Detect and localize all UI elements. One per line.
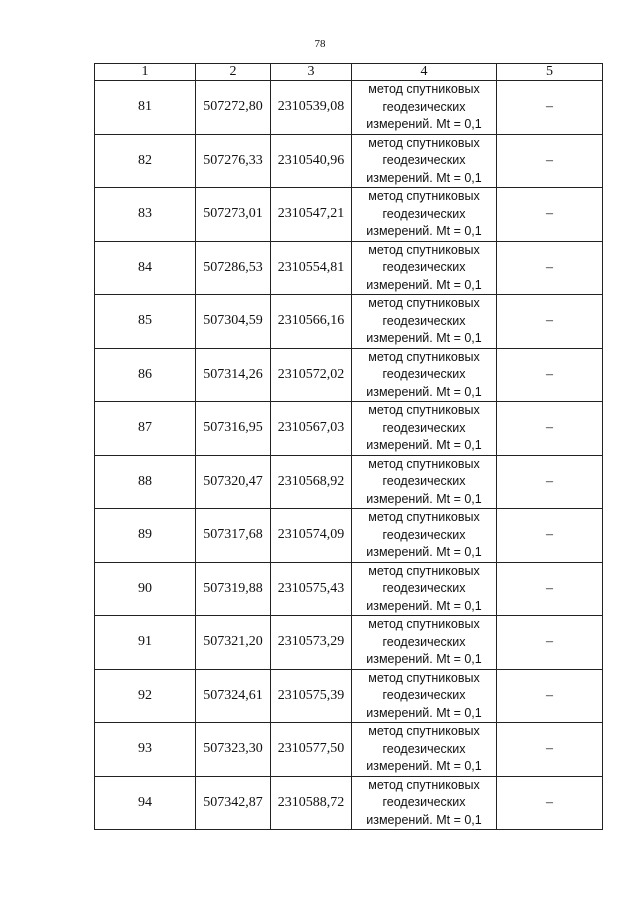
x-coordinate-cell: 507304,59	[196, 295, 271, 349]
x-coordinate-cell: 507272,80	[196, 81, 271, 135]
method-line: метод спутниковых	[368, 456, 480, 471]
table-row	[95, 509, 603, 563]
table-row	[95, 562, 603, 616]
note-cell: –	[497, 455, 603, 509]
y-coordinate-cell: 2310573,29	[271, 616, 352, 670]
x-coordinate-cell: 507324,61	[196, 669, 271, 723]
method-line: измерений. Mt = 0,1	[366, 705, 482, 720]
table-row	[95, 241, 603, 295]
header-col-3: 3	[271, 64, 352, 81]
y-coordinate-cell: 2310575,39	[271, 669, 352, 723]
y-coordinate-cell: 2310572,02	[271, 348, 352, 402]
method-line: геодезических	[382, 367, 466, 381]
method-line: метод спутниковых	[368, 82, 480, 96]
note-cell: –	[497, 402, 603, 456]
note-cell: –	[497, 134, 603, 188]
page-number: 78	[314, 38, 326, 50]
point-number-cell: 91	[95, 616, 196, 670]
y-coordinate-cell: 2310568,92	[271, 455, 352, 509]
note-cell: –	[497, 348, 603, 402]
method-line: геодезических	[382, 795, 466, 809]
x-coordinate-cell: 507276,33	[196, 134, 271, 188]
table-row	[95, 134, 603, 188]
method-line: геодезических	[382, 260, 466, 274]
method-line: метод спутниковых	[368, 617, 480, 631]
method-cell	[352, 616, 497, 670]
note-cell: –	[497, 509, 603, 563]
point-number-cell: 90	[95, 562, 196, 616]
method-cell	[352, 776, 497, 830]
method-line: измерений. Mt = 0,1	[366, 545, 482, 559]
table-row	[95, 81, 603, 135]
method-line: геодезических	[382, 153, 466, 167]
table-header	[95, 64, 603, 81]
point-number-cell: 82	[95, 134, 196, 188]
method-line: измерений. Mt = 0,1	[366, 384, 482, 399]
method-line: геодезических	[382, 206, 466, 221]
table-row	[95, 348, 603, 402]
method-line: измерений. Mt = 0,1	[366, 491, 482, 506]
y-coordinate-cell: 2310547,21	[271, 188, 352, 242]
table-row	[95, 402, 603, 456]
table-row	[95, 188, 603, 242]
method-cell	[352, 455, 497, 509]
table-row	[95, 723, 603, 777]
note-cell: –	[497, 562, 603, 616]
method-line: метод спутниковых	[368, 670, 480, 685]
method-cell	[352, 134, 497, 188]
method-line: геодезических	[382, 420, 466, 435]
note-cell: –	[497, 81, 603, 135]
x-coordinate-cell: 507342,87	[196, 776, 271, 830]
method-cell	[352, 669, 497, 723]
header-col-1: 1	[95, 64, 196, 81]
method-line: метод спутниковых	[368, 563, 480, 578]
header-col-2: 2	[196, 64, 271, 81]
note-cell: –	[497, 669, 603, 723]
note-cell: –	[497, 776, 603, 830]
table-row	[95, 295, 603, 349]
method-line: метод спутниковых	[368, 349, 480, 364]
method-line: геодезических	[382, 99, 466, 114]
table-body	[95, 81, 603, 830]
method-cell	[352, 241, 497, 295]
table-row	[95, 616, 603, 670]
method-cell	[352, 295, 497, 349]
header-col-4: 4	[352, 64, 497, 81]
point-number-cell: 94	[95, 776, 196, 830]
point-number-cell: 92	[95, 669, 196, 723]
y-coordinate-cell: 2310566,16	[271, 295, 352, 349]
point-number-cell: 81	[95, 81, 196, 135]
method-line: метод спутниковых	[368, 296, 480, 310]
point-number-cell: 86	[95, 348, 196, 402]
method-line: геодезических	[382, 474, 466, 488]
method-cell	[352, 509, 497, 563]
x-coordinate-cell: 507319,88	[196, 562, 271, 616]
method-line: метод спутниковых	[368, 510, 480, 524]
point-number-cell: 88	[95, 455, 196, 509]
method-line: измерений. Mt = 0,1	[366, 117, 482, 131]
note-cell: –	[497, 295, 603, 349]
point-number-cell: 83	[95, 188, 196, 242]
y-coordinate-cell: 2310567,03	[271, 402, 352, 456]
method-line: измерений. Mt = 0,1	[366, 438, 482, 452]
x-coordinate-cell: 507314,26	[196, 348, 271, 402]
y-coordinate-cell: 2310540,96	[271, 134, 352, 188]
method-line: метод спутниковых	[368, 777, 480, 792]
point-number-cell: 85	[95, 295, 196, 349]
table-row	[95, 455, 603, 509]
note-cell: –	[497, 723, 603, 777]
x-coordinate-cell: 507316,95	[196, 402, 271, 456]
method-line: измерений. Mt = 0,1	[366, 277, 482, 292]
x-coordinate-cell: 507321,20	[196, 616, 271, 670]
note-cell: –	[497, 616, 603, 670]
point-number-cell: 93	[95, 723, 196, 777]
method-line: метод спутниковых	[368, 242, 480, 257]
table-row	[95, 669, 603, 723]
method-line: измерений. Mt = 0,1	[366, 652, 482, 666]
header-col-5: 5	[497, 64, 603, 81]
header-row	[95, 64, 603, 81]
method-cell	[352, 188, 497, 242]
method-line: измерений. Mt = 0,1	[366, 331, 482, 345]
x-coordinate-cell: 507273,01	[196, 188, 271, 242]
method-line: метод спутниковых	[368, 135, 480, 150]
y-coordinate-cell: 2310577,50	[271, 723, 352, 777]
method-line: геодезических	[382, 741, 466, 756]
coordinates-table	[94, 63, 603, 830]
method-line: метод спутниковых	[368, 403, 480, 417]
method-line: метод спутниковых	[368, 724, 480, 738]
note-cell: –	[497, 241, 603, 295]
method-cell	[352, 402, 497, 456]
method-line: геодезических	[382, 634, 466, 649]
y-coordinate-cell: 2310588,72	[271, 776, 352, 830]
method-line: измерений. Mt = 0,1	[366, 224, 482, 238]
point-number-cell: 84	[95, 241, 196, 295]
method-cell	[352, 81, 497, 135]
x-coordinate-cell: 507323,30	[196, 723, 271, 777]
point-number-cell: 87	[95, 402, 196, 456]
method-cell	[352, 348, 497, 402]
method-line: геодезических	[382, 527, 466, 542]
x-coordinate-cell: 507317,68	[196, 509, 271, 563]
note-cell: –	[497, 188, 603, 242]
method-line: геодезических	[382, 313, 466, 328]
method-cell	[352, 562, 497, 616]
y-coordinate-cell: 2310575,43	[271, 562, 352, 616]
y-coordinate-cell: 2310554,81	[271, 241, 352, 295]
method-line: измерений. Mt = 0,1	[366, 812, 482, 827]
y-coordinate-cell: 2310539,08	[271, 81, 352, 135]
point-number-cell: 89	[95, 509, 196, 563]
x-coordinate-cell: 507320,47	[196, 455, 271, 509]
x-coordinate-cell: 507286,53	[196, 241, 271, 295]
table-row	[95, 776, 603, 830]
method-line: геодезических	[382, 581, 466, 595]
method-line: измерений. Mt = 0,1	[366, 759, 482, 773]
method-cell	[352, 723, 497, 777]
method-line: геодезических	[382, 688, 466, 702]
method-line: измерений. Mt = 0,1	[366, 170, 482, 185]
y-coordinate-cell: 2310574,09	[271, 509, 352, 563]
method-line: метод спутниковых	[368, 189, 480, 203]
method-line: измерений. Mt = 0,1	[366, 598, 482, 613]
